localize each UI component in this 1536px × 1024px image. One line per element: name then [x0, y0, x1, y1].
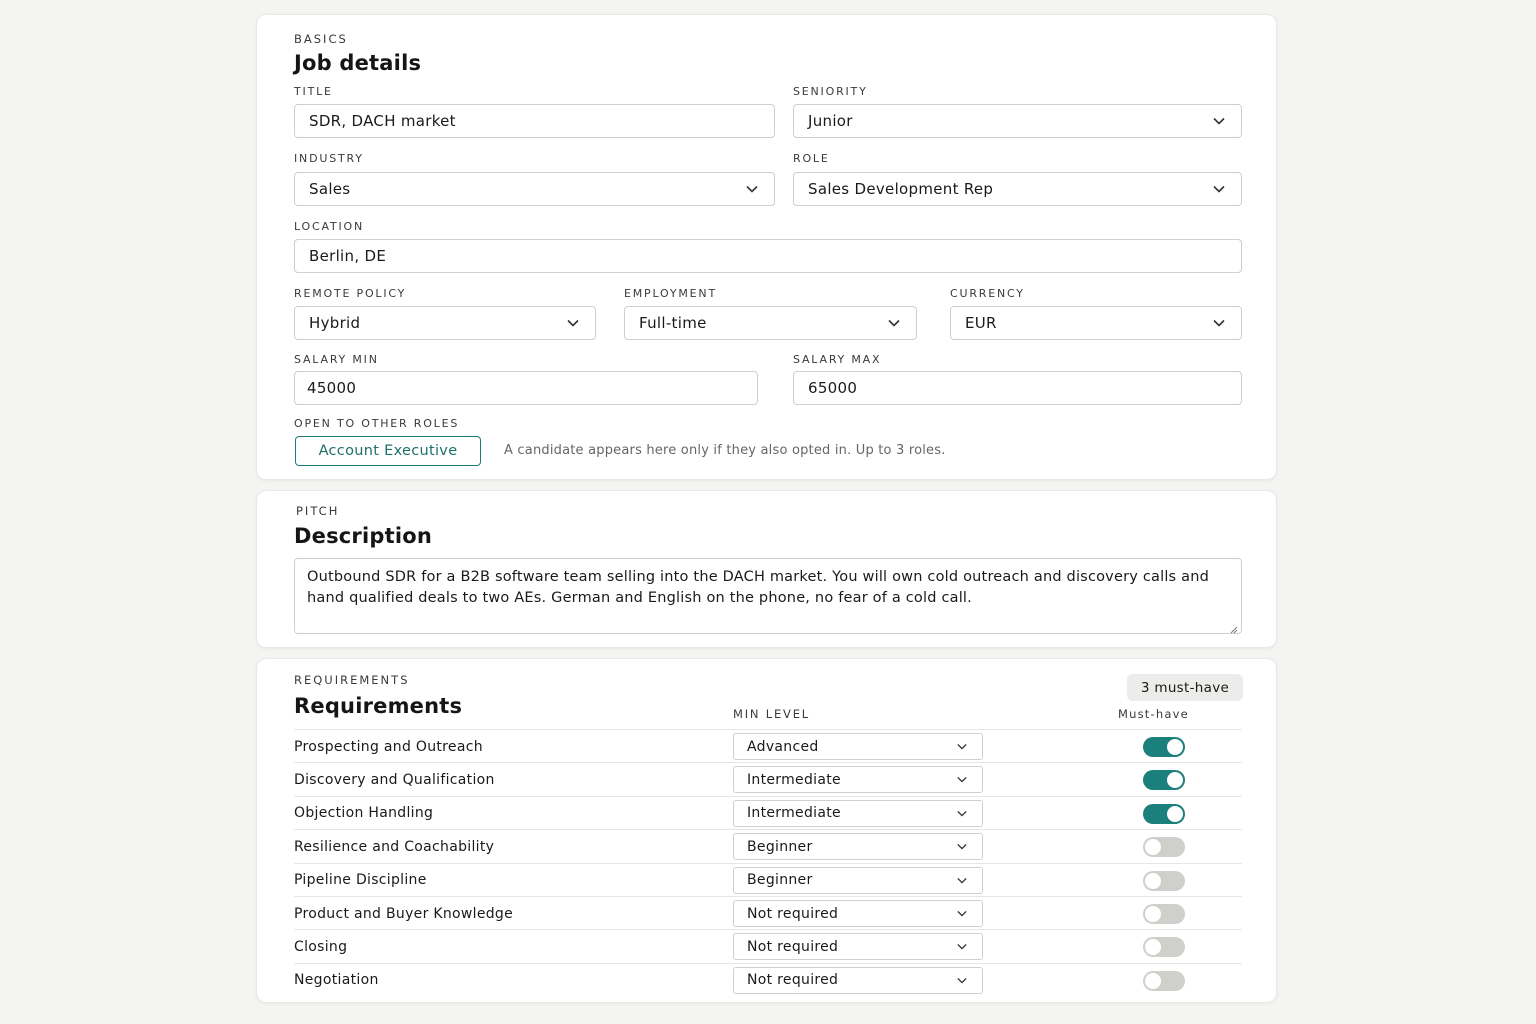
chevron-down-icon — [954, 772, 970, 788]
chevron-down-icon — [954, 939, 970, 955]
min-level-select-value: Not required — [747, 938, 839, 955]
role-chip-account-executive[interactable]: Account Executive — [295, 436, 481, 466]
min-level-select-value: Not required — [747, 905, 839, 922]
section-eyebrow: BASICS — [294, 32, 348, 46]
section-heading: Job details — [294, 51, 422, 75]
industry-select-value: Sales — [309, 180, 351, 198]
min-level-select[interactable] — [733, 800, 983, 827]
min-level-select[interactable] — [733, 733, 983, 760]
min-level-select-value: Beginner — [747, 872, 813, 889]
min-level-select-value: Intermediate — [747, 805, 841, 822]
description-text: Outbound SDR for a B2B software team selling into the DACH market. You will own cold outreach and discovery calls and hand qualified deals to two AEs. German and English on the phone, no fear of a cold call. — [307, 569, 1209, 606]
other-roles-label: OPEN TO OTHER ROLES — [294, 417, 460, 430]
toggle-knob — [1145, 873, 1161, 889]
role-select[interactable] — [793, 172, 1242, 206]
min-level-select[interactable] — [733, 900, 983, 927]
remote-policy-select-value: Hybrid — [309, 314, 361, 332]
requirement-row — [294, 929, 1242, 963]
chevron-down-icon — [954, 805, 970, 821]
chevron-down-icon — [954, 972, 970, 988]
must-have-column-header: Must-have — [1118, 707, 1189, 721]
toggle-knob — [1145, 973, 1161, 989]
min-level-select[interactable] — [733, 933, 983, 960]
chevron-down-icon — [886, 315, 902, 331]
requirement-row — [294, 796, 1242, 830]
toggle-knob — [1167, 772, 1183, 788]
title-label: TITLE — [294, 85, 333, 98]
resize-handle-icon[interactable] — [1228, 620, 1238, 630]
salary-max-label: SALARY MAX — [793, 353, 882, 366]
toggle-knob — [1145, 939, 1161, 955]
must-have-toggle[interactable] — [1143, 971, 1185, 991]
requirements-card — [256, 658, 1277, 1003]
min-level-select-value: Not required — [747, 972, 839, 989]
seniority-label: SENIORITY — [793, 85, 868, 98]
chevron-down-icon — [954, 739, 970, 755]
requirement-name: Objection Handling — [294, 805, 434, 822]
salary-min-input-value: 45000 — [307, 379, 357, 397]
requirement-name: Prospecting and Outreach — [294, 738, 483, 755]
min-level-select-value: Beginner — [747, 838, 813, 855]
chevron-down-icon — [744, 181, 760, 197]
requirement-name: Pipeline Discipline — [294, 872, 427, 889]
min-level-select[interactable] — [733, 967, 983, 994]
currency-label: CURRENCY — [950, 287, 1025, 300]
section-eyebrow: PITCH — [296, 504, 340, 518]
section-eyebrow: REQUIREMENTS — [294, 673, 410, 687]
job-details-card — [256, 14, 1277, 480]
remote-policy-label: REMOTE POLICY — [294, 287, 407, 300]
chevron-down-icon — [1211, 181, 1227, 197]
min-level-select-value: Intermediate — [747, 771, 841, 788]
min-level-select-value: Advanced — [747, 738, 819, 755]
chevron-down-icon — [1211, 113, 1227, 129]
requirement-name: Negotiation — [294, 972, 379, 989]
requirement-row — [294, 863, 1242, 897]
requirement-name: Product and Buyer Knowledge — [294, 905, 514, 922]
must-have-toggle[interactable] — [1143, 937, 1185, 957]
section-heading: Description — [294, 524, 433, 548]
min-level-select[interactable] — [733, 867, 983, 894]
must-have-toggle[interactable] — [1143, 871, 1185, 891]
min-level-column-header: MIN LEVEL — [733, 707, 810, 721]
currency-select[interactable] — [950, 306, 1242, 340]
role-label: ROLE — [793, 152, 830, 165]
requirement-row — [294, 896, 1242, 930]
toggle-knob — [1167, 806, 1183, 822]
chevron-down-icon — [954, 872, 970, 888]
industry-select[interactable] — [294, 172, 775, 206]
section-heading: Requirements — [294, 694, 463, 718]
requirement-name: Discovery and Qualification — [294, 771, 495, 788]
must-have-toggle[interactable] — [1143, 770, 1185, 790]
employment-label: EMPLOYMENT — [624, 287, 717, 300]
requirement-name: Resilience and Coachability — [294, 838, 495, 855]
min-level-select[interactable] — [733, 833, 983, 860]
seniority-select-value: Junior — [808, 112, 853, 130]
min-level-select[interactable] — [733, 766, 983, 793]
location-label: LOCATION — [294, 220, 364, 233]
must-have-toggle[interactable] — [1143, 904, 1185, 924]
role-select-value: Sales Development Rep — [808, 180, 994, 198]
title-input-value: SDR, DACH market — [309, 112, 456, 130]
employment-select-value: Full-time — [639, 314, 707, 332]
description-textarea[interactable] — [294, 558, 1242, 634]
chevron-down-icon — [1211, 315, 1227, 331]
salary-max-input-value: 65000 — [808, 379, 858, 397]
must-have-toggle[interactable] — [1143, 837, 1185, 857]
must-have-toggle[interactable] — [1143, 737, 1185, 757]
salary-min-input[interactable] — [294, 371, 758, 405]
chevron-down-icon — [954, 906, 970, 922]
location-input-value: Berlin, DE — [309, 247, 387, 265]
other-roles-hint: A candidate appears here only if they also opted in. Up to 3 roles. — [504, 443, 946, 458]
currency-select-value: EUR — [965, 314, 997, 332]
requirement-row — [294, 729, 1242, 763]
requirement-row — [294, 762, 1242, 796]
toggle-knob — [1145, 906, 1161, 922]
toggle-knob — [1167, 739, 1183, 755]
requirement-row — [294, 963, 1242, 997]
seniority-select[interactable] — [793, 104, 1242, 138]
pitch-card — [256, 490, 1277, 648]
salary-max-input[interactable] — [793, 371, 1242, 405]
salary-min-label: SALARY MIN — [294, 353, 379, 366]
must-have-toggle[interactable] — [1143, 804, 1185, 824]
requirement-row — [294, 829, 1242, 863]
remote-policy-select[interactable] — [294, 306, 596, 340]
industry-label: INDUSTRY — [294, 152, 364, 165]
requirement-name: Closing — [294, 938, 348, 955]
must-have-count-badge: 3 must-have — [1127, 674, 1243, 701]
toggle-knob — [1145, 839, 1161, 855]
employment-select[interactable] — [624, 306, 917, 340]
chevron-down-icon — [954, 839, 970, 855]
chevron-down-icon — [565, 315, 581, 331]
title-input[interactable] — [294, 104, 775, 138]
location-input[interactable] — [294, 239, 1242, 273]
